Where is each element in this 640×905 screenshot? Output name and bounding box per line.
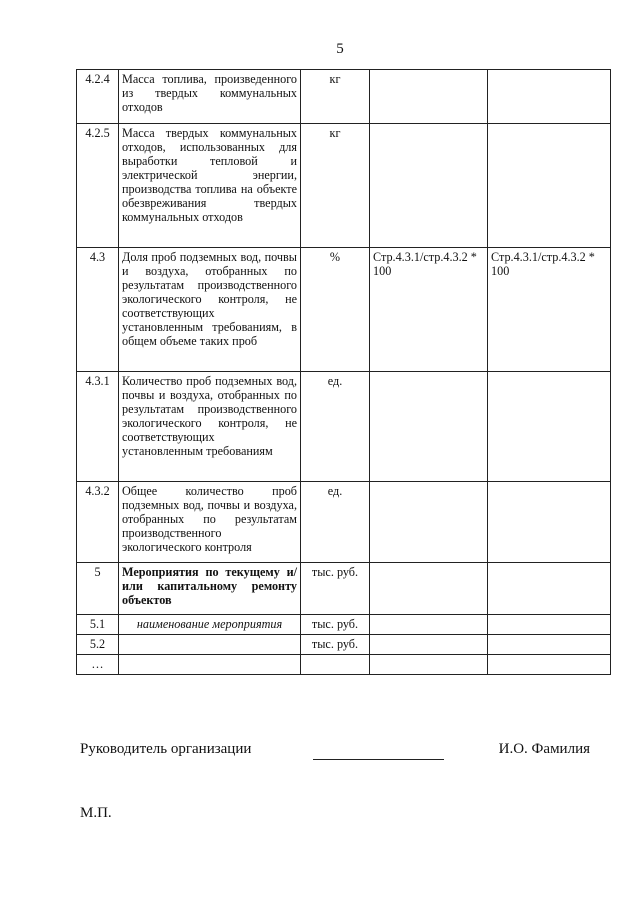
row-formula-alt	[488, 482, 611, 563]
row-name: Общее количество проб подземных вод, почвы и воздуха, отобранных по результатам производственного экологического контроля	[119, 482, 301, 563]
row-number: 5.1	[77, 615, 119, 635]
row-formula-alt	[488, 655, 611, 675]
row-number: …	[77, 655, 119, 675]
table-row	[77, 70, 611, 124]
row-formula-alt	[488, 563, 611, 615]
row-unit: ед.	[301, 482, 370, 563]
signatory-role: Руководитель организации	[80, 741, 252, 757]
row-formula: Стр.4.3.1/стр.4.3.2 * 100	[370, 248, 488, 372]
table-row	[77, 124, 611, 248]
row-formula-alt	[488, 70, 611, 124]
row-name: Масса твердых коммунальных отходов, использованных для выработки тепловой и электрической энергии, производства топлива на объекте обезвреживания твердых коммунальных отходов	[119, 124, 301, 248]
row-number: 4.3	[77, 248, 119, 372]
row-unit: кг	[301, 70, 370, 124]
row-unit: тыс. руб.	[301, 635, 370, 655]
row-name	[119, 655, 301, 675]
table-row	[77, 655, 611, 675]
row-formula-alt: Стр.4.3.1/стр.4.3.2 * 100	[488, 248, 611, 372]
row-formula	[370, 635, 488, 655]
table-row	[77, 372, 611, 482]
row-number: 4.2.5	[77, 124, 119, 248]
table-row	[77, 563, 611, 615]
row-name: Доля проб подземных вод, почвы и воздуха, отобранных по результатам производственного экологического контроля, не соответствующих установленным требованиям, в общем объеме таких проб	[119, 248, 301, 372]
row-number: 4.3.2	[77, 482, 119, 563]
row-name	[119, 635, 301, 655]
row-name: наименование мероприятия	[119, 615, 301, 635]
row-formula	[370, 124, 488, 248]
row-number: 4.3.1	[77, 372, 119, 482]
page-number: 5	[336, 41, 344, 57]
row-number: 5	[77, 563, 119, 615]
table-row	[77, 615, 611, 635]
row-formula	[370, 563, 488, 615]
row-formula-alt	[488, 124, 611, 248]
indicators-table	[76, 69, 611, 675]
signature-line	[313, 759, 444, 760]
row-unit: тыс. руб.	[301, 563, 370, 615]
row-number: 5.2	[77, 635, 119, 655]
table-row	[77, 482, 611, 563]
row-name: Масса топлива, произведенного из твердых коммунальных отходов	[119, 70, 301, 124]
row-formula	[370, 655, 488, 675]
row-formula	[370, 615, 488, 635]
row-formula-alt	[488, 615, 611, 635]
row-unit: ед.	[301, 372, 370, 482]
row-unit: тыс. руб.	[301, 615, 370, 635]
table-row	[77, 248, 611, 372]
row-formula	[370, 482, 488, 563]
row-formula	[370, 70, 488, 124]
row-formula-alt	[488, 372, 611, 482]
row-formula	[370, 372, 488, 482]
row-number: 4.2.4	[77, 70, 119, 124]
signatory-name: И.О. Фамилия	[498, 741, 590, 757]
row-name: Мероприятия по текущему и/или капитальному ремонту объектов	[119, 563, 301, 615]
row-name: Количество проб подземных вод, почвы и воздуха, отобранных по результатам производственного экологического контроля, не соответствующих установленным требованиям	[119, 372, 301, 482]
row-unit	[301, 655, 370, 675]
row-unit: кг	[301, 124, 370, 248]
table-row	[77, 635, 611, 655]
stamp-placeholder: М.П.	[80, 805, 112, 821]
row-formula-alt	[488, 635, 611, 655]
row-unit: %	[301, 248, 370, 372]
